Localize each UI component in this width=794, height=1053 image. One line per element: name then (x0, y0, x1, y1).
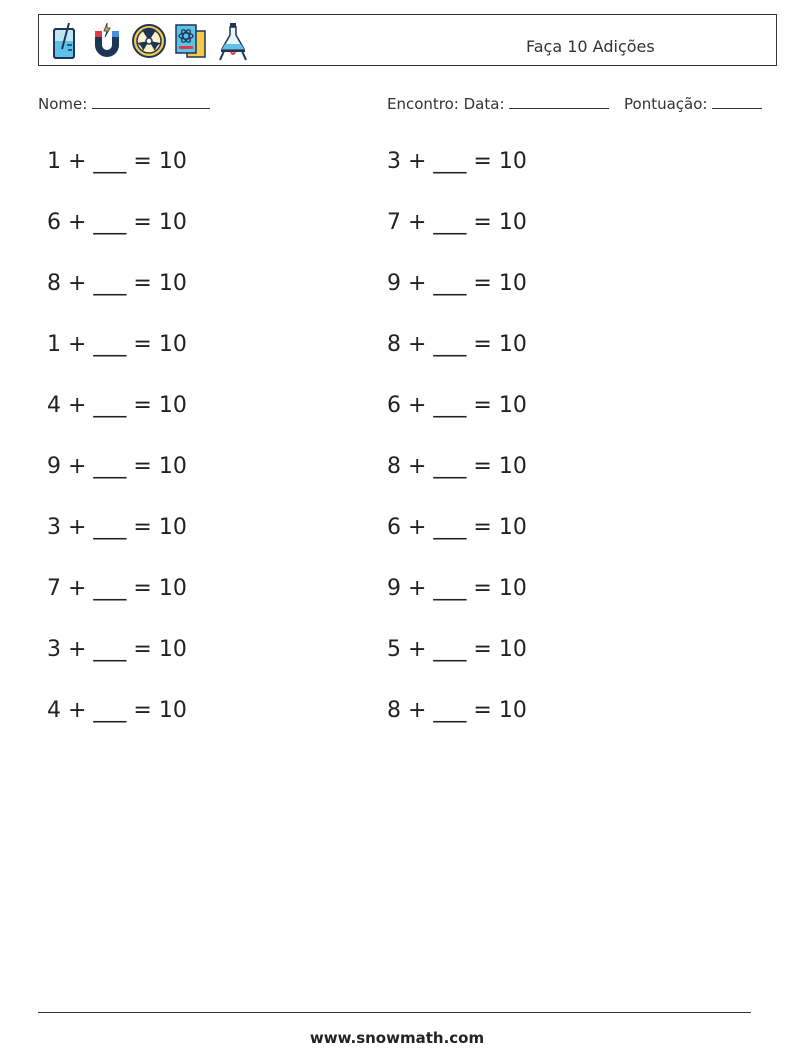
header-icons (47, 20, 251, 62)
problem[interactable]: 9 + ___ = 10 (47, 454, 187, 479)
footer-url[interactable]: www.snowmath.com (309, 1029, 485, 1047)
problem[interactable]: 6 + ___ = 10 (47, 210, 187, 235)
radiation-icon (131, 21, 167, 61)
problem[interactable]: 8 + ___ = 10 (47, 271, 187, 296)
date-label: Encontro: Data: (387, 95, 510, 113)
problem[interactable]: 9 + ___ = 10 (387, 576, 527, 601)
problem[interactable]: 4 + ___ = 10 (47, 393, 187, 418)
problem[interactable]: 8 + ___ = 10 (387, 698, 527, 723)
atom-document-icon (173, 21, 209, 61)
problem[interactable]: 3 + ___ = 10 (47, 637, 187, 662)
problem[interactable]: 5 + ___ = 10 (387, 637, 527, 662)
problem[interactable]: 6 + ___ = 10 (387, 393, 527, 418)
problem[interactable]: 1 + ___ = 10 (47, 149, 187, 174)
name-blank[interactable] (92, 93, 210, 109)
score-label: Pontuação: (624, 95, 713, 113)
problem[interactable]: 8 + ___ = 10 (387, 332, 527, 357)
name-label: Nome: (38, 95, 93, 113)
problem[interactable]: 9 + ___ = 10 (387, 271, 527, 296)
beaker-icon (47, 21, 83, 61)
problem[interactable]: 4 + ___ = 10 (47, 698, 187, 723)
problems-right-column (387, 146, 527, 756)
problem[interactable]: 8 + ___ = 10 (387, 454, 527, 479)
problems-left-column (47, 146, 187, 756)
footer-divider (38, 1012, 751, 1013)
score-blank[interactable] (712, 93, 762, 109)
problem[interactable]: 6 + ___ = 10 (387, 515, 527, 540)
header-box (38, 14, 777, 66)
page-title: Faça 10 Adições (526, 37, 655, 56)
problem[interactable]: 3 + ___ = 10 (47, 515, 187, 540)
problem[interactable]: 7 + ___ = 10 (47, 576, 187, 601)
date-field[interactable] (387, 93, 609, 113)
flask-on-stand-icon (215, 21, 251, 61)
problem[interactable]: 3 + ___ = 10 (387, 149, 527, 174)
score-field[interactable] (624, 93, 762, 113)
date-blank[interactable] (509, 93, 609, 109)
name-field[interactable] (38, 93, 210, 113)
problem[interactable]: 7 + ___ = 10 (387, 210, 527, 235)
magnet-icon (89, 21, 125, 61)
problem[interactable]: 1 + ___ = 10 (47, 332, 187, 357)
